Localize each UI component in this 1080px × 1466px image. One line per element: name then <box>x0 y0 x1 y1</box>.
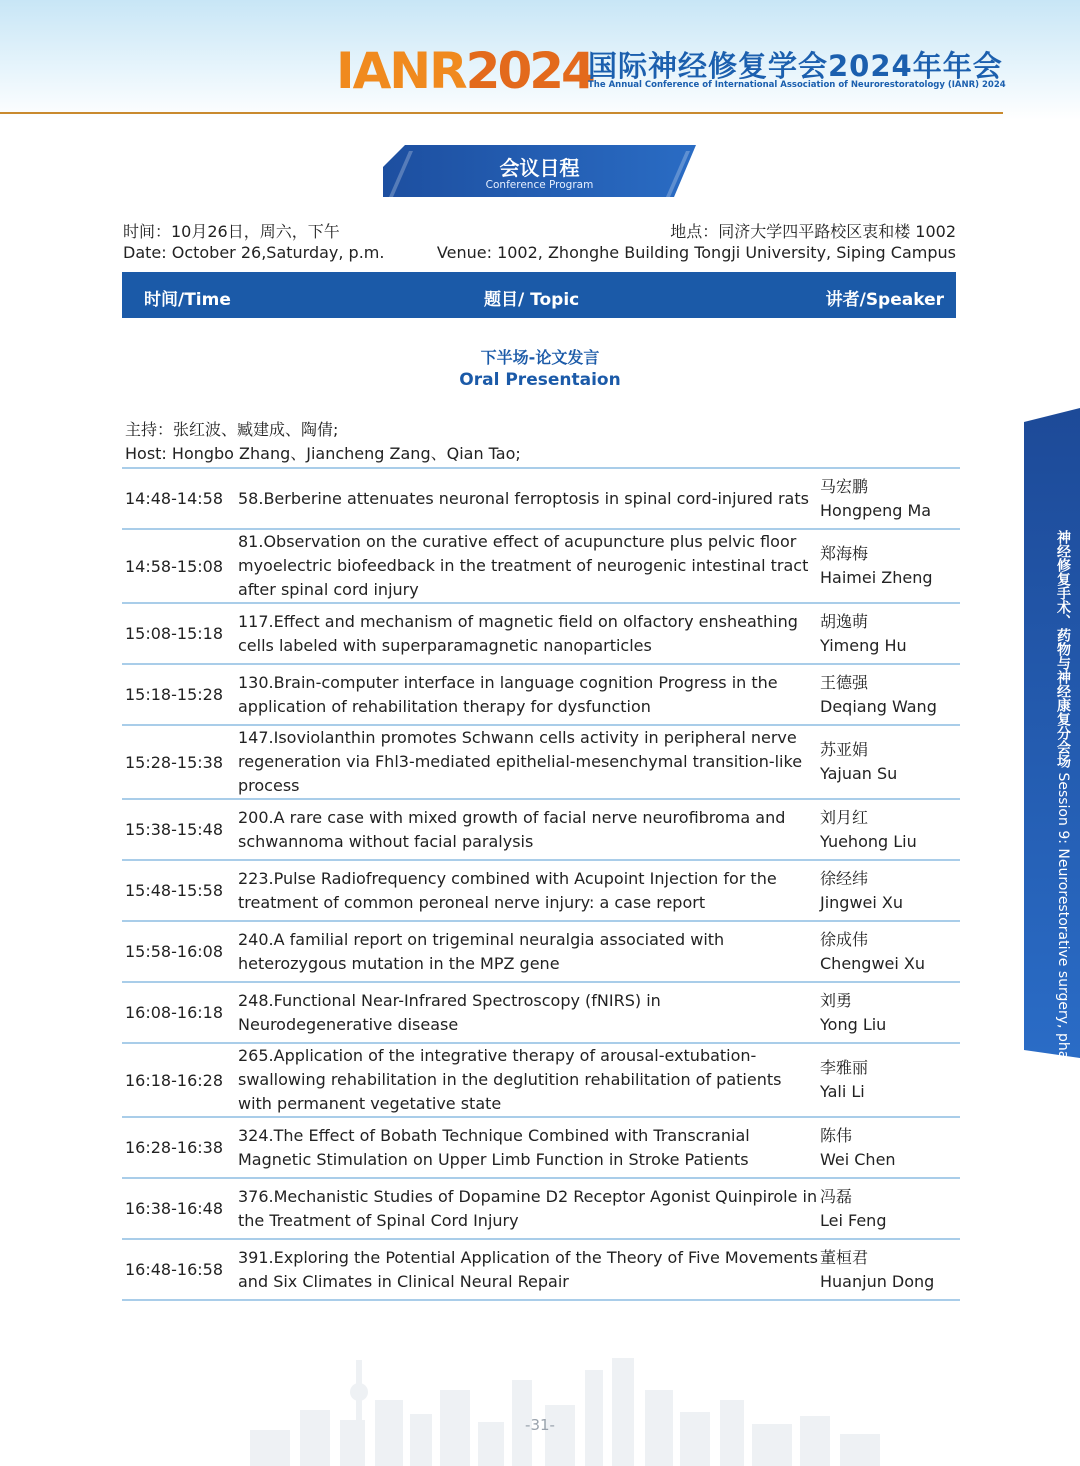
table-row <box>122 663 960 724</box>
row-time: 15:18-15:28 <box>125 685 223 704</box>
row-topic: 248.Functional Near-Infrared Spectroscopy (fNIRS) in Neurodegenerative disease <box>238 990 661 1034</box>
row-topic: 376.Mechanistic Studies of Dopamine D2 Receptor Agonist Quinpirole in the Treatment of Spinal Cord Injury <box>238 1186 818 1230</box>
row-time: 16:18-16:28 <box>125 1070 223 1090</box>
speaker-cn: 刘月红 <box>820 807 869 827</box>
row-topic: 147.Isoviolanthin promotes Schwann cells activity in peripheral nerve regeneration via Fhl3-mediated epithelial-mesenchymal transition-like process <box>238 728 803 795</box>
banner-title: 会议日程 <box>499 156 580 180</box>
session-title-en: Oral Presentaion <box>459 370 621 390</box>
session-title-cn: 下半场-论文发言 <box>480 348 600 367</box>
header-topic: 题目/ Topic <box>484 290 580 310</box>
speaker-cn: 马宏鹏 <box>820 476 869 496</box>
logo-ianr: IANR <box>336 42 466 100</box>
row-time: 16:48-16:58 <box>125 1260 223 1279</box>
speaker-cn: 董桓君 <box>820 1247 869 1267</box>
logo-year: 2024 <box>465 42 593 100</box>
side-tab-cn: 神经修复手术、药物与神经康复分会场 <box>1055 530 1071 768</box>
row-speaker <box>818 1056 960 1104</box>
row-speaker <box>818 738 960 786</box>
row-time: 15:08-15:18 <box>125 624 223 643</box>
row-topic: 81.Observation on the curative effect of acupuncture plus pelvic floor myoelectric biofeedback in the treatment of neurogenic intestinal tract after spinal cord injury <box>238 532 809 599</box>
table-row <box>122 1177 960 1238</box>
row-speaker <box>818 475 960 523</box>
program-banner <box>383 145 696 197</box>
row-topic: 223.Pulse Radiofrequency combined with Acupoint Injection for the treatment of common peroneal nerve injury: a case report <box>238 868 777 912</box>
speaker-en: Yimeng Hu <box>820 635 907 655</box>
speaker-en: Deqiang Wang <box>820 696 937 716</box>
table-row <box>122 1116 960 1177</box>
table-row <box>122 467 960 528</box>
row-speaker <box>818 989 960 1037</box>
row-topic: 200.A rare case with mixed growth of facial nerve neurofibroma and schwannoma without facial paralysis <box>238 807 786 851</box>
conference-title-en: The Annual Conference of International Association of Neurorestoratology (IANR) 2024 <box>588 80 1006 90</box>
header-divider <box>0 112 1003 114</box>
row-speaker <box>818 806 960 854</box>
speaker-en: Lei Feng <box>820 1210 887 1230</box>
row-speaker <box>818 1246 960 1294</box>
row-speaker <box>818 928 960 976</box>
ianr-logo <box>336 38 593 100</box>
speaker-en: Haimei Zheng <box>820 568 933 587</box>
host-en: Host: Hongbo Zhang、Jiancheng Zang、Qian Tao; <box>125 444 521 463</box>
speaker-cn: 王德强 <box>820 672 869 692</box>
speaker-cn: 李雅丽 <box>820 1058 869 1077</box>
page-number: -31- <box>525 1416 555 1434</box>
side-tab-en: Session 9: Neurorestorative surgery, pharmacy and neurorehabilitation <box>1055 772 1071 1272</box>
row-speaker <box>818 1124 960 1172</box>
speaker-en: Yajuan Su <box>820 764 898 783</box>
speaker-cn: 徐经纬 <box>820 868 869 888</box>
row-time: 15:48-15:58 <box>125 881 223 900</box>
date-en: Date: October 26,Saturday, p.m. <box>123 243 385 262</box>
row-topic: 130.Brain-computer interface in language cognition Progress in the application of rehabilitation therapy for dysfunction <box>238 672 778 716</box>
speaker-en: Huanjun Dong <box>820 1271 935 1291</box>
speaker-en: Jingwei Xu <box>820 892 904 912</box>
row-time: 15:38-15:48 <box>125 820 223 839</box>
speaker-en: Yuehong Liu <box>820 831 917 851</box>
side-tab-label <box>1032 530 1072 1272</box>
table-row <box>122 724 960 798</box>
row-time: 14:58-15:08 <box>125 556 223 576</box>
row-topic: 391.Exploring the Potential Application of the Theory of Five Movements and Six Climates in Clinical Neural Repair <box>238 1247 819 1291</box>
table-row <box>122 1238 960 1301</box>
speaker-cn: 胡逸萌 <box>820 611 869 631</box>
time-cn: 时间：10月26日，周六，下午 <box>123 222 340 241</box>
row-speaker <box>818 542 960 590</box>
speaker-en: Wei Chen <box>820 1149 896 1169</box>
table-header <box>122 272 956 318</box>
row-time: 15:58-16:08 <box>125 942 223 961</box>
row-speaker <box>818 671 960 719</box>
speaker-en: Chengwei Xu <box>820 953 926 973</box>
city-skyline-illustration <box>0 1350 1080 1466</box>
header-speaker: 讲者/Speaker <box>825 290 944 310</box>
speaker-cn: 刘勇 <box>820 990 853 1010</box>
header-time: 时间/Time <box>144 290 231 310</box>
row-time: 16:08-16:18 <box>125 1003 223 1022</box>
row-time: 14:48-14:58 <box>125 489 223 508</box>
table-row <box>122 859 960 920</box>
table-row <box>122 528 960 602</box>
row-topic: 240.A familial report on trigeminal neuralgia associated with heterozygous mutation in the MPZ gene <box>238 929 725 973</box>
table-row <box>122 798 960 859</box>
row-time: 16:28-16:38 <box>125 1138 223 1157</box>
row-topic: 265.Application of the integrative therapy of arousal-extubation-swallowing rehabilitation in the deglutition rehabilitation of patients with permanent vegetative state <box>238 1046 782 1113</box>
speaker-cn: 苏亚娟 <box>820 740 869 759</box>
row-time: 15:28-15:38 <box>125 752 223 772</box>
speaker-en: Yali Li <box>820 1082 865 1101</box>
schedule-table <box>122 467 960 1301</box>
table-row <box>122 981 960 1042</box>
venue-cn: 地点：同济大学四平路校区衷和楼 1002 <box>670 222 956 241</box>
table-row <box>122 920 960 981</box>
row-topic: 58.Berberine attenuates neuronal ferroptosis in spinal cord-injured rats <box>238 488 809 508</box>
row-speaker <box>818 867 960 915</box>
speaker-en: Hongpeng Ma <box>820 500 932 520</box>
speaker-cn: 徐成伟 <box>820 929 869 949</box>
banner-subtitle: Conference Program <box>485 179 594 191</box>
venue-en: Venue: 1002, Zhonghe Building Tongji University, Siping Campus <box>436 243 956 262</box>
conference-title-cn: 国际神经修复学会2024年年会 <box>588 49 1003 83</box>
table-row <box>122 1042 960 1116</box>
table-row <box>122 602 960 663</box>
row-topic: 117.Effect and mechanism of magnetic field on olfactory ensheathing cells labeled with superparamagnetic nanoparticles <box>238 611 798 655</box>
speaker-cn: 陈伟 <box>820 1125 853 1145</box>
row-speaker <box>818 610 960 658</box>
speaker-cn: 郑海梅 <box>820 544 869 563</box>
speaker-en: Yong Liu <box>820 1014 887 1034</box>
host-cn: 主持：张红波、臧建成、陶倩; <box>125 420 339 439</box>
row-topic: 324.The Effect of Bobath Technique Combined with Transcranial Magnetic Stimulation on Upper Limb Function in Stroke Patients <box>238 1125 750 1169</box>
row-speaker <box>818 1185 960 1233</box>
speaker-cn: 冯磊 <box>820 1186 853 1206</box>
row-time: 16:38-16:48 <box>125 1199 223 1218</box>
